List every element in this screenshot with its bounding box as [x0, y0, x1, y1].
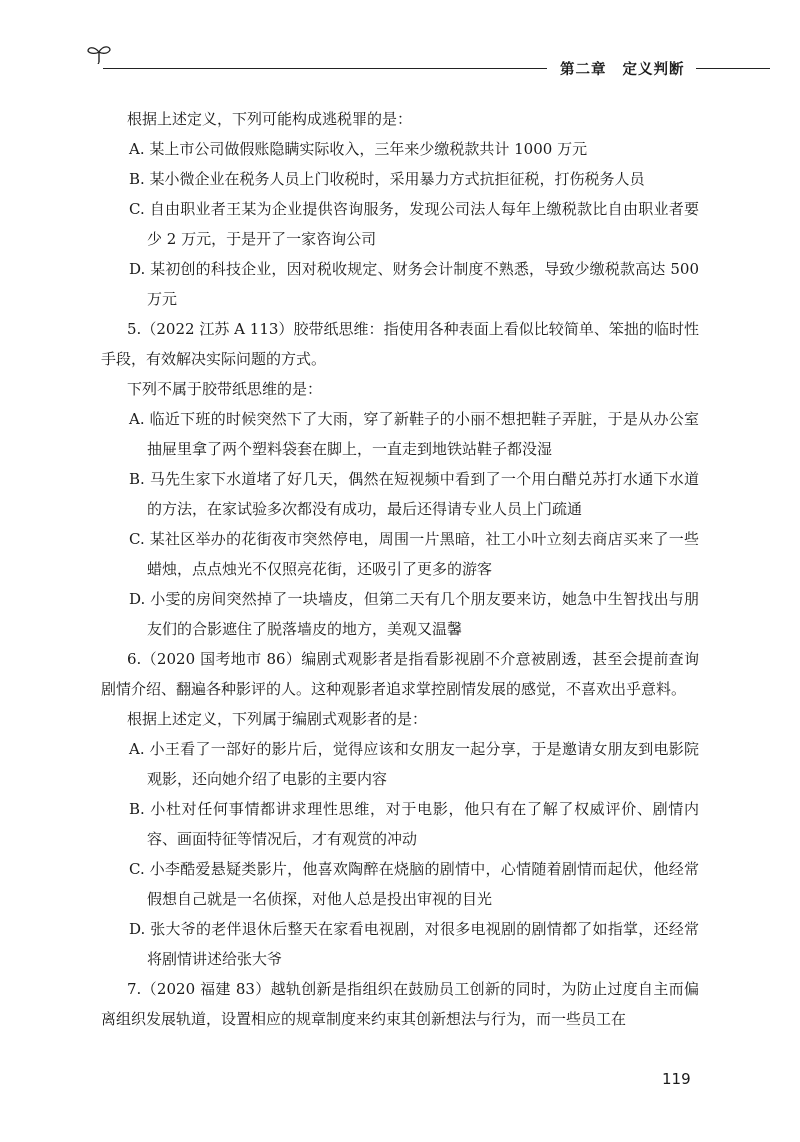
page-body — [101, 104, 699, 1034]
question-stem: 下列不属于胶带纸思维的是： — [127, 380, 323, 398]
option-a: A. 临近下班的时候突然下了大雨，穿了新鞋子的小丽不想把鞋子弄脏，于是从办公室抽屉里拿了两个塑料袋套在脚上，一直走到地铁站鞋子都没湿 — [129, 410, 699, 458]
option-c: C. 小李酷爱悬疑类影片，他喜欢陶醉在烧脑的剧情中，心情随着剧情而起伏，他经常假想自己就是一名侦探，对他人总是投出审视的目光 — [129, 860, 699, 908]
option-d: D. 小雯的房间突然掉了一块墙皮，但第二天有几个朋友要来访，她急中生智找出与朋友们的合影遮住了脱落墙皮的地方，美观又温馨 — [129, 590, 699, 638]
option-d: D. 某初创的科技企业，因对税收规定、财务会计制度不熟悉，导致少缴税款高达 500 万元 — [129, 260, 699, 308]
header-rule-right — [696, 68, 770, 69]
question-stem: 根据上述定义，下列可能构成逃税罪的是： — [127, 110, 413, 128]
page-header — [0, 0, 800, 95]
question-6: 6.（2020 国考地市 86）编剧式观影者是指看影视剧不介意被剧透，甚至会提前查询剧情介绍、翻遍各种影评的人。这种观影者追求掌控剧情发展的感觉，不喜欢出乎意料。 — [101, 650, 699, 698]
option-a: A. 小王看了一部好的影片后，觉得应该和女朋友一起分享，于是邀请女朋友到电影院观影，还向她介绍了电影的主要内容 — [129, 740, 699, 788]
option-b: B. 马先生家下水道堵了好几天，偶然在短视频中看到了一个用白醋兑苏打水通下水道的方法，在家试验多次都没有成功，最后还得请专业人员上门疏通 — [129, 470, 699, 518]
question-7: 7.（2020 福建 83）越轨创新是指组织在鼓励员工创新的同时，为防止过度自主而偏离组织发展轨道，设置相应的规章制度来约束其创新想法与行为，而一些员工在 — [101, 980, 699, 1028]
chapter-number: 第二章 — [560, 62, 607, 78]
question-5: 5.（2022 江苏 A 113）胶带纸思维：指使用各种表面上看似比较简单、笨拙的临时性手段，有效解决实际问题的方式。 — [101, 320, 699, 368]
option-a: A. 某上市公司做假账隐瞒实际收入，三年来少缴税款共计 1000 万元 — [129, 140, 588, 158]
header-rule-left — [103, 68, 547, 69]
option-c: C. 某社区举办的花街夜市突然停电，周围一片黑暗，社工小叶立刻去商店买来了一些蜡烛，点点烛光不仅照亮花街，还吸引了更多的游客 — [129, 530, 699, 578]
chapter-title: 定义判断 — [622, 62, 685, 78]
option-b: B. 小杜对任何事情都讲求理性思维，对于电影，他只有在了解了权威评价、剧情内容、画面特征等情况后，才有观赏的冲动 — [129, 800, 699, 848]
option-b: B. 某小微企业在税务人员上门收税时，采用暴力方式抗拒征税，打伤税务人员 — [129, 170, 645, 188]
sprout-icon — [86, 42, 112, 64]
question-stem: 根据上述定义，下列属于编剧式观影者的是： — [127, 710, 428, 728]
page-number: 119 — [662, 1070, 691, 1088]
option-c: C. 自由职业者王某为企业提供咨询服务，发现公司法人每年上缴税款比自由职业者要少 2 万元，于是开了一家咨询公司 — [129, 200, 699, 248]
chapter-heading — [560, 58, 685, 79]
option-d: D. 张大爷的老伴退休后整天在家看电视剧，对很多电视剧的剧情都了如指掌，还经常将剧情讲述给张大爷 — [129, 920, 699, 968]
